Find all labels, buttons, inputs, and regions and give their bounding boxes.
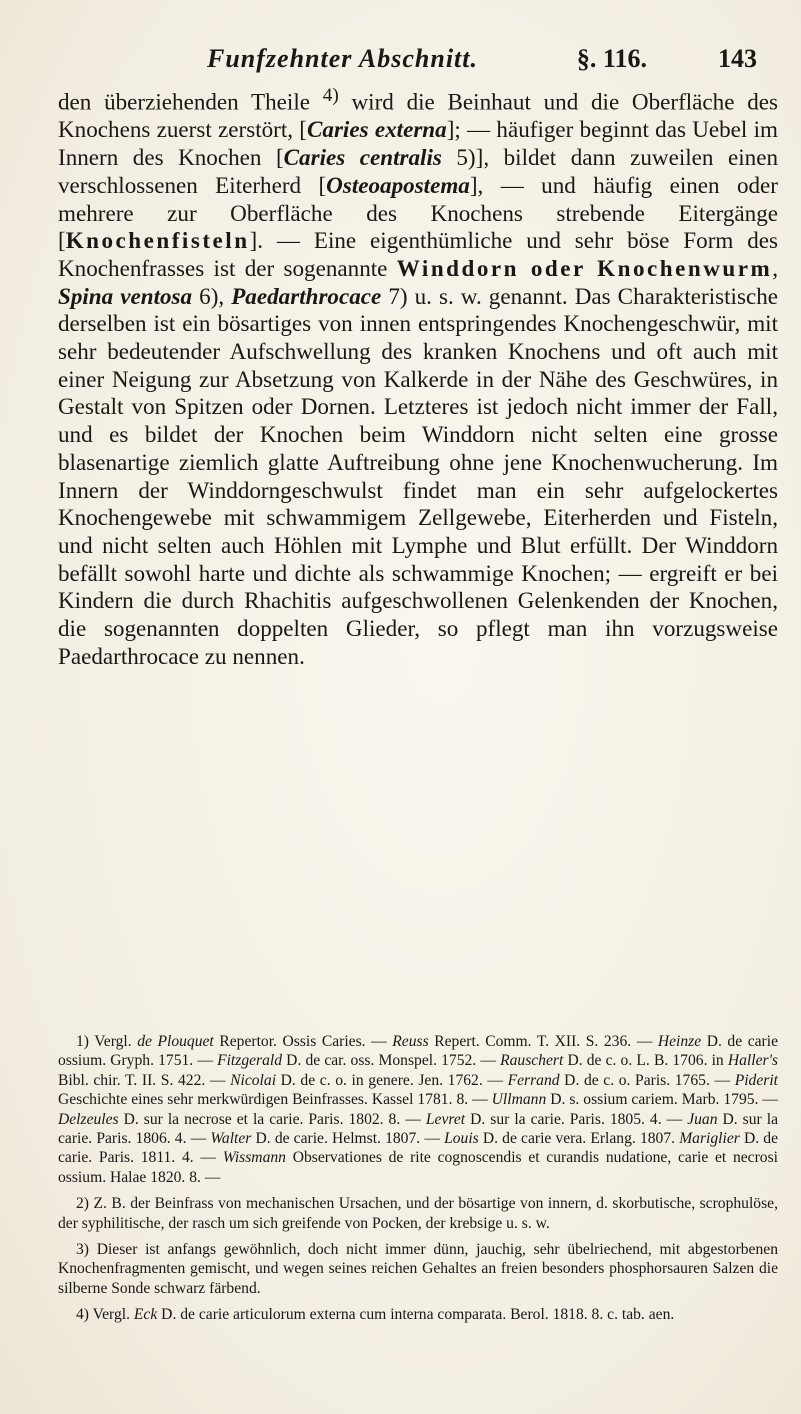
footnote-text: D. sur la carie. Paris. 1805. 4. — xyxy=(465,1110,688,1128)
footnote-author: Juan xyxy=(687,1110,718,1128)
body-text: den überziehenden Theile xyxy=(58,88,323,115)
body-text: wird die Beinhaut und die Oberfläche des Knochens zuerst zerstört, [ xyxy=(58,88,778,143)
term-knochenfisteln: Knochenfisteln xyxy=(65,227,250,254)
footnote-text: D. sur la necrose et la carie. Paris. 1802. 8. — xyxy=(118,1110,426,1128)
footnotes xyxy=(58,1032,778,1332)
body-text: ], — und häufig einen oder mehrere zur Oberfläche des Knochens strebende Eitergänge [ xyxy=(58,171,778,254)
footnote-text: D. de carie ossium. Gryph. 1751. — xyxy=(58,1033,778,1070)
footnote-author: Ullmann xyxy=(491,1091,547,1109)
term-caries-centralis: Caries centralis xyxy=(283,144,442,171)
term-osteoapostema: Osteoapostema xyxy=(326,171,470,198)
body-text: ]. — Eine eigenthümliche und sehr böse Form des Knochenfrasses ist der sogenannte xyxy=(58,227,778,281)
term-caries-externa: Caries externa xyxy=(307,116,447,143)
footnote-author: Nicolai xyxy=(230,1071,277,1089)
footnote-4 xyxy=(58,1305,778,1324)
footnote-text: D. de carie vera. Erlang. 1807. xyxy=(478,1130,680,1148)
term-winddorn: Winddorn oder Knochenwurm xyxy=(396,254,773,281)
body-text: 7) u. s. w. genannt. Das Charakteristische derselben ist ein bösartiges von innen entspringendes Knochengeschwür, mit sehr bedeutender Aufschwellung des kranken Knochens und oft auch mit einer Neigung zur Absetzung von Kalkerde in der Nähe des Geschwüres, in Gestalt von Spitzen oder Dornen. Letzteres ist jedoch nicht immer der Fall, und es bildet der Knochen beim Winddorn nicht selten eine grosse blasenartige ziemlich glatte Auftreibung ohne jene Knochenwucherung. Im Innern der Winddorngeschwulst findet man ein sehr aufgelockertes Knochengewebe mit schwammigem Zellgewebe, Eiterherden und Fisteln, und nicht selten auch Höhlen mit Lymphe und Blut erfüllt. Der Winddorn befällt sowohl harte und dichte als schwammige Knochen; — ergreift er bei Kindern die durch Rhachitis aufgeschwollenen Gelenkenden der Knochen, die sogenannten doppelten Glieder, so pflegt man ihn vorzugsweise Paedarthrocace zu nennen. xyxy=(58,282,778,669)
footnote-author: Walter xyxy=(210,1130,252,1148)
footnote-text: D. de c. o. Paris. 1765. — xyxy=(559,1071,735,1089)
footnote-text: D. de carie. Helmst. 1807. — xyxy=(251,1130,445,1148)
footnote-author: Ferrand xyxy=(507,1071,560,1089)
footnote-author: Mariglier xyxy=(679,1130,740,1148)
footnote-author: Reuss xyxy=(392,1033,429,1050)
footnote-author: Rauschert xyxy=(500,1052,564,1070)
body-paragraph xyxy=(58,82,778,670)
footnote-text: D. s. ossium cariem. Marb. 1795. — xyxy=(546,1091,779,1109)
footnote-text: Bibl. chir. T. II. S. 422. — xyxy=(58,1071,231,1089)
footnote-author: Eck xyxy=(133,1306,158,1324)
footnote-author: Wissmann xyxy=(222,1149,286,1167)
footnote-text: 1) Vergl. xyxy=(76,1033,138,1050)
body-text: 6), xyxy=(192,282,232,309)
footnote-text: 4) Vergl. xyxy=(76,1306,134,1324)
term-paedarthrocace: Paedarthrocace xyxy=(231,282,382,309)
footnote-text: D. sur la carie. Paris. 1806. 4. — xyxy=(58,1110,778,1148)
section-number: §. 116. xyxy=(576,44,647,73)
footnote-text: D. de c. o. in genere. Jen. 1762. — xyxy=(276,1071,508,1089)
footnote-ref: 4) xyxy=(322,85,339,106)
footnote-text: D. de c. o. L. B. 1706. in xyxy=(563,1052,728,1070)
footnote-text: D. de carie. Paris. 1811. 4. — xyxy=(58,1130,778,1167)
footnote-author: Louis xyxy=(444,1130,479,1148)
page-number: 143 xyxy=(718,44,757,73)
footnote-text: 3) Dieser ist anfangs gewöhnlich, doch nicht immer dünn, jauchig, sehr übelriechend, mit abgestorbenen Knochenfragmenten gemischt, und wegen seines reichen Gehaltes an freien besonders phosphorsauren Salzen die silberne Sonde schwarz färbend. xyxy=(58,1241,778,1297)
footnote-text: D. de car. oss. Monspel. 1752. — xyxy=(282,1052,501,1070)
footnote-author: de Plouquet xyxy=(137,1033,214,1050)
footnote-3 xyxy=(58,1240,778,1298)
footnote-text: Repertor. Ossis Caries. — xyxy=(213,1033,393,1050)
footnote-author: Heinze xyxy=(657,1033,702,1050)
footnote-text: Observationes de rite cognoscendis et curandis nudatione, carie et necrosi ossium. Halae 1820. 8. — xyxy=(58,1149,778,1186)
footnote-author: Levret xyxy=(425,1110,466,1128)
term-spina-ventosa: Spina ventosa xyxy=(58,282,193,309)
running-head: Funfzehnter Abschnitt. xyxy=(206,44,478,73)
footnote-text: Repert. Comm. T. XII. S. 236. — xyxy=(428,1033,658,1050)
footnote-author: Piderit xyxy=(734,1071,778,1089)
footnote-2 xyxy=(58,1194,778,1233)
footnote-text: D. de carie articulorum externa cum interna comparata. Berol. 1818. 8. c. tab. aen. xyxy=(157,1306,675,1324)
footnote-1 xyxy=(58,1032,778,1187)
body-text: ]; — häufiger beginnt das Uebel im Innern des Knochen [ xyxy=(58,116,778,171)
footnote-author: Fitzgerald xyxy=(217,1052,283,1070)
footnote-text: 2) Z. B. der Beinfrass von mechanischen Ursachen, und der bösartige von innern, d. skorbutische, scrophulöse, der syphilitische, der rasch um sich greifende von Pocken, der krebsige u. s. w. xyxy=(58,1195,778,1232)
body-text: 5)], bildet dann zuweilen einen verschlossenen Eiterherd [ xyxy=(58,144,778,198)
footnote-author: Delzeules xyxy=(58,1110,119,1128)
footnote-text: Geschichte eines sehr merkwürdigen Beinfrasses. Kassel 1781. 8. — xyxy=(58,1091,492,1109)
footnote-author: Haller's xyxy=(727,1052,778,1070)
page-header xyxy=(118,44,757,80)
body-text: , xyxy=(772,254,778,281)
main-text xyxy=(58,82,778,670)
